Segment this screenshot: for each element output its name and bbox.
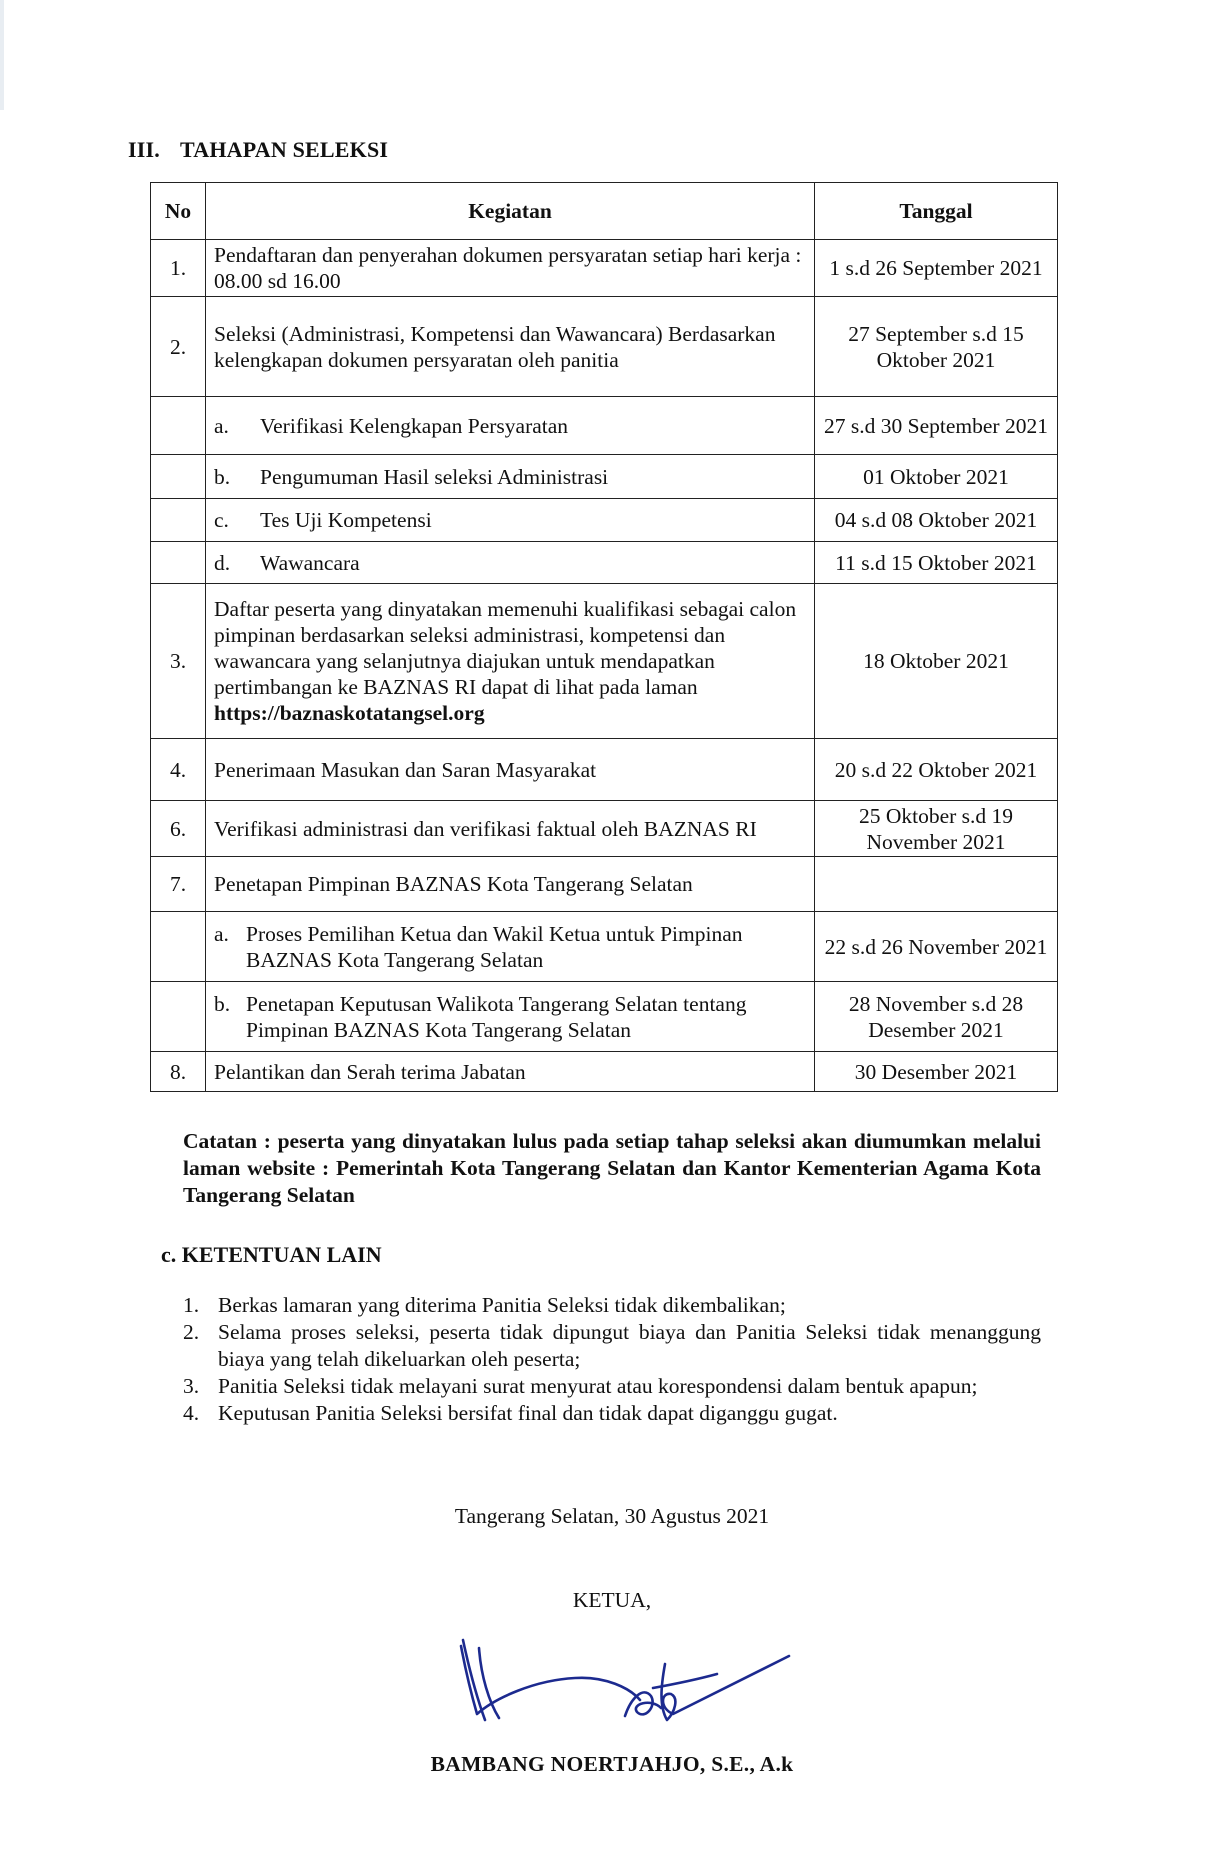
section-title: TAHAPAN SELEKSI (180, 137, 389, 162)
table-row (151, 499, 1058, 542)
list-item (183, 1400, 1041, 1427)
website-link[interactable]: https://baznaskotatangsel.org (214, 701, 485, 725)
row-kegiatan: Verifikasi Kelengkapan Persyaratan (260, 413, 569, 438)
row-tanggal: 04 s.d 08 Oktober 2021 (815, 499, 1058, 542)
list-number: 3. (183, 1374, 200, 1398)
row-no: 6. (151, 801, 206, 857)
row-kegiatan: Verifikasi administrasi dan verifikasi faktual oleh BAZNAS RI (206, 801, 815, 857)
row-kegiatan: Wawancara (260, 550, 360, 575)
row-letter: b. (214, 464, 231, 489)
row-no: 3. (151, 584, 206, 739)
table-row (151, 397, 1058, 455)
row-no: 7. (151, 857, 206, 912)
table-row (151, 739, 1058, 801)
list-text: Berkas lamaran yang diterima Panitia Seleksi tidak dikembalikan; (218, 1293, 786, 1317)
row-letter: b. (214, 991, 231, 1016)
header-tanggal: Tanggal (815, 183, 1058, 240)
section-heading (128, 137, 388, 163)
table-row (151, 912, 1058, 982)
table-row (151, 455, 1058, 499)
row-tanggal: 27 September s.d 15 Oktober 2021 (815, 297, 1058, 397)
row-kegiatan: Penetapan Pimpinan BAZNAS Kota Tangerang Selatan (206, 857, 815, 912)
table-row (151, 801, 1058, 857)
row-tanggal: 27 s.d 30 September 2021 (815, 397, 1058, 455)
table-row (151, 240, 1058, 297)
scan-edge (0, 0, 4, 110)
row-kegiatan: Proses Pemilihan Ketua dan Wakil Ketua untuk Pimpinan BAZNAS Kota Tangerang Selatan (246, 921, 743, 972)
signatory-role: KETUA, (572, 1588, 652, 1612)
list-number: 1. (183, 1293, 200, 1317)
list-number: 2. (183, 1320, 200, 1344)
row-tanggal: 20 s.d 22 Oktober 2021 (815, 739, 1058, 801)
table-row (151, 982, 1058, 1052)
row-no: 1. (151, 240, 206, 297)
list-item (183, 1319, 1041, 1373)
table-row (151, 297, 1058, 397)
row-tanggal: 25 Oktober s.d 19 November 2021 (815, 801, 1058, 857)
list-text: Panitia Seleksi tidak melayani surat menyurat atau korespondensi dalam bentuk apapun; (218, 1374, 978, 1398)
row-tanggal (815, 857, 1058, 912)
row-no: 4. (151, 739, 206, 801)
row-letter: a. (214, 413, 229, 438)
table-row (151, 542, 1058, 584)
row-tanggal: 18 Oktober 2021 (815, 584, 1058, 739)
row-tanggal: 30 Desember 2021 (815, 1052, 1058, 1092)
row-kegiatan: Pendaftaran dan penyerahan dokumen persyaratan setiap hari kerja : 08.00 sd 16.00 (206, 240, 815, 297)
row-kegiatan: Penerimaan Masukan dan Saran Masyarakat (206, 739, 815, 801)
handwritten-signature (455, 1628, 795, 1728)
row-kegiatan: Daftar peserta yang dinyatakan memenuhi kualifikasi sebagai calon pimpinan berdasarkan seleksi administrasi, kompetensi dan wawancara yang selanjutnya diajukan untuk mendapatkan pertimbangan ke BAZNAS RI dapat di lihat pada laman (214, 597, 797, 699)
row-tanggal: 11 s.d 15 Oktober 2021 (815, 542, 1058, 584)
table-row (151, 857, 1058, 912)
row-tanggal: 22 s.d 26 November 2021 (815, 912, 1058, 982)
table-header-row (151, 183, 1058, 240)
header-no: No (151, 183, 206, 240)
row-tanggal: 01 Oktober 2021 (815, 455, 1058, 499)
list-text: Selama proses seleksi, peserta tidak dipungut biaya dan Panitia Seleksi tidak menanggung biaya yang telah dikeluarkan oleh peserta; (218, 1320, 1041, 1371)
selection-schedule-table (150, 182, 1058, 1092)
row-kegiatan: Penetapan Keputusan Walikota Tangerang Selatan tentang Pimpinan BAZNAS Kota Tangerang Selatan (246, 991, 747, 1042)
row-tanggal: 28 November s.d 28 Desember 2021 (815, 982, 1058, 1052)
row-letter: d. (214, 550, 231, 575)
row-kegiatan: Pengumuman Hasil seleksi Administrasi (260, 464, 609, 489)
list-item (183, 1373, 1041, 1400)
section-number: III. (128, 137, 160, 162)
row-kegiatan: Tes Uji Kompetensi (260, 508, 432, 532)
header-kegiatan: Kegiatan (206, 183, 815, 240)
ketentuan-heading: c. KETENTUAN LAIN (161, 1242, 382, 1267)
row-kegiatan: Seleksi (Administrasi, Kompetensi dan Wawancara) Berdasarkan kelengkapan dokumen persyaratan oleh panitia (206, 297, 815, 397)
row-letter: a. (214, 921, 229, 946)
ketentuan-list (183, 1292, 1041, 1427)
row-tanggal: 1 s.d 26 September 2021 (815, 240, 1058, 297)
list-number: 4. (183, 1401, 200, 1425)
row-no: 8. (151, 1052, 206, 1092)
list-item (183, 1292, 1041, 1319)
place-date: Tangerang Selatan, 30 Agustus 2021 (454, 1504, 770, 1528)
row-letter: c. (214, 508, 229, 532)
list-text: Keputusan Panitia Seleksi bersifat final dan tidak dapat diganggu gugat. (218, 1401, 838, 1425)
catatan-note: Catatan : peserta yang dinyatakan lulus pada setiap tahap seleksi akan diumumkan melalui laman website : Pemerintah Kota Tangerang Selatan dan Kantor Kementerian Agama Kota Tangerang Selatan (183, 1129, 1041, 1207)
row-no: 2. (151, 297, 206, 397)
signatory-name: BAMBANG NOERTJAHJO, S.E., A.k (430, 1752, 794, 1776)
row-kegiatan: Pelantikan dan Serah terima Jabatan (206, 1052, 815, 1092)
table-row (151, 584, 1058, 739)
table-row (151, 1052, 1058, 1092)
